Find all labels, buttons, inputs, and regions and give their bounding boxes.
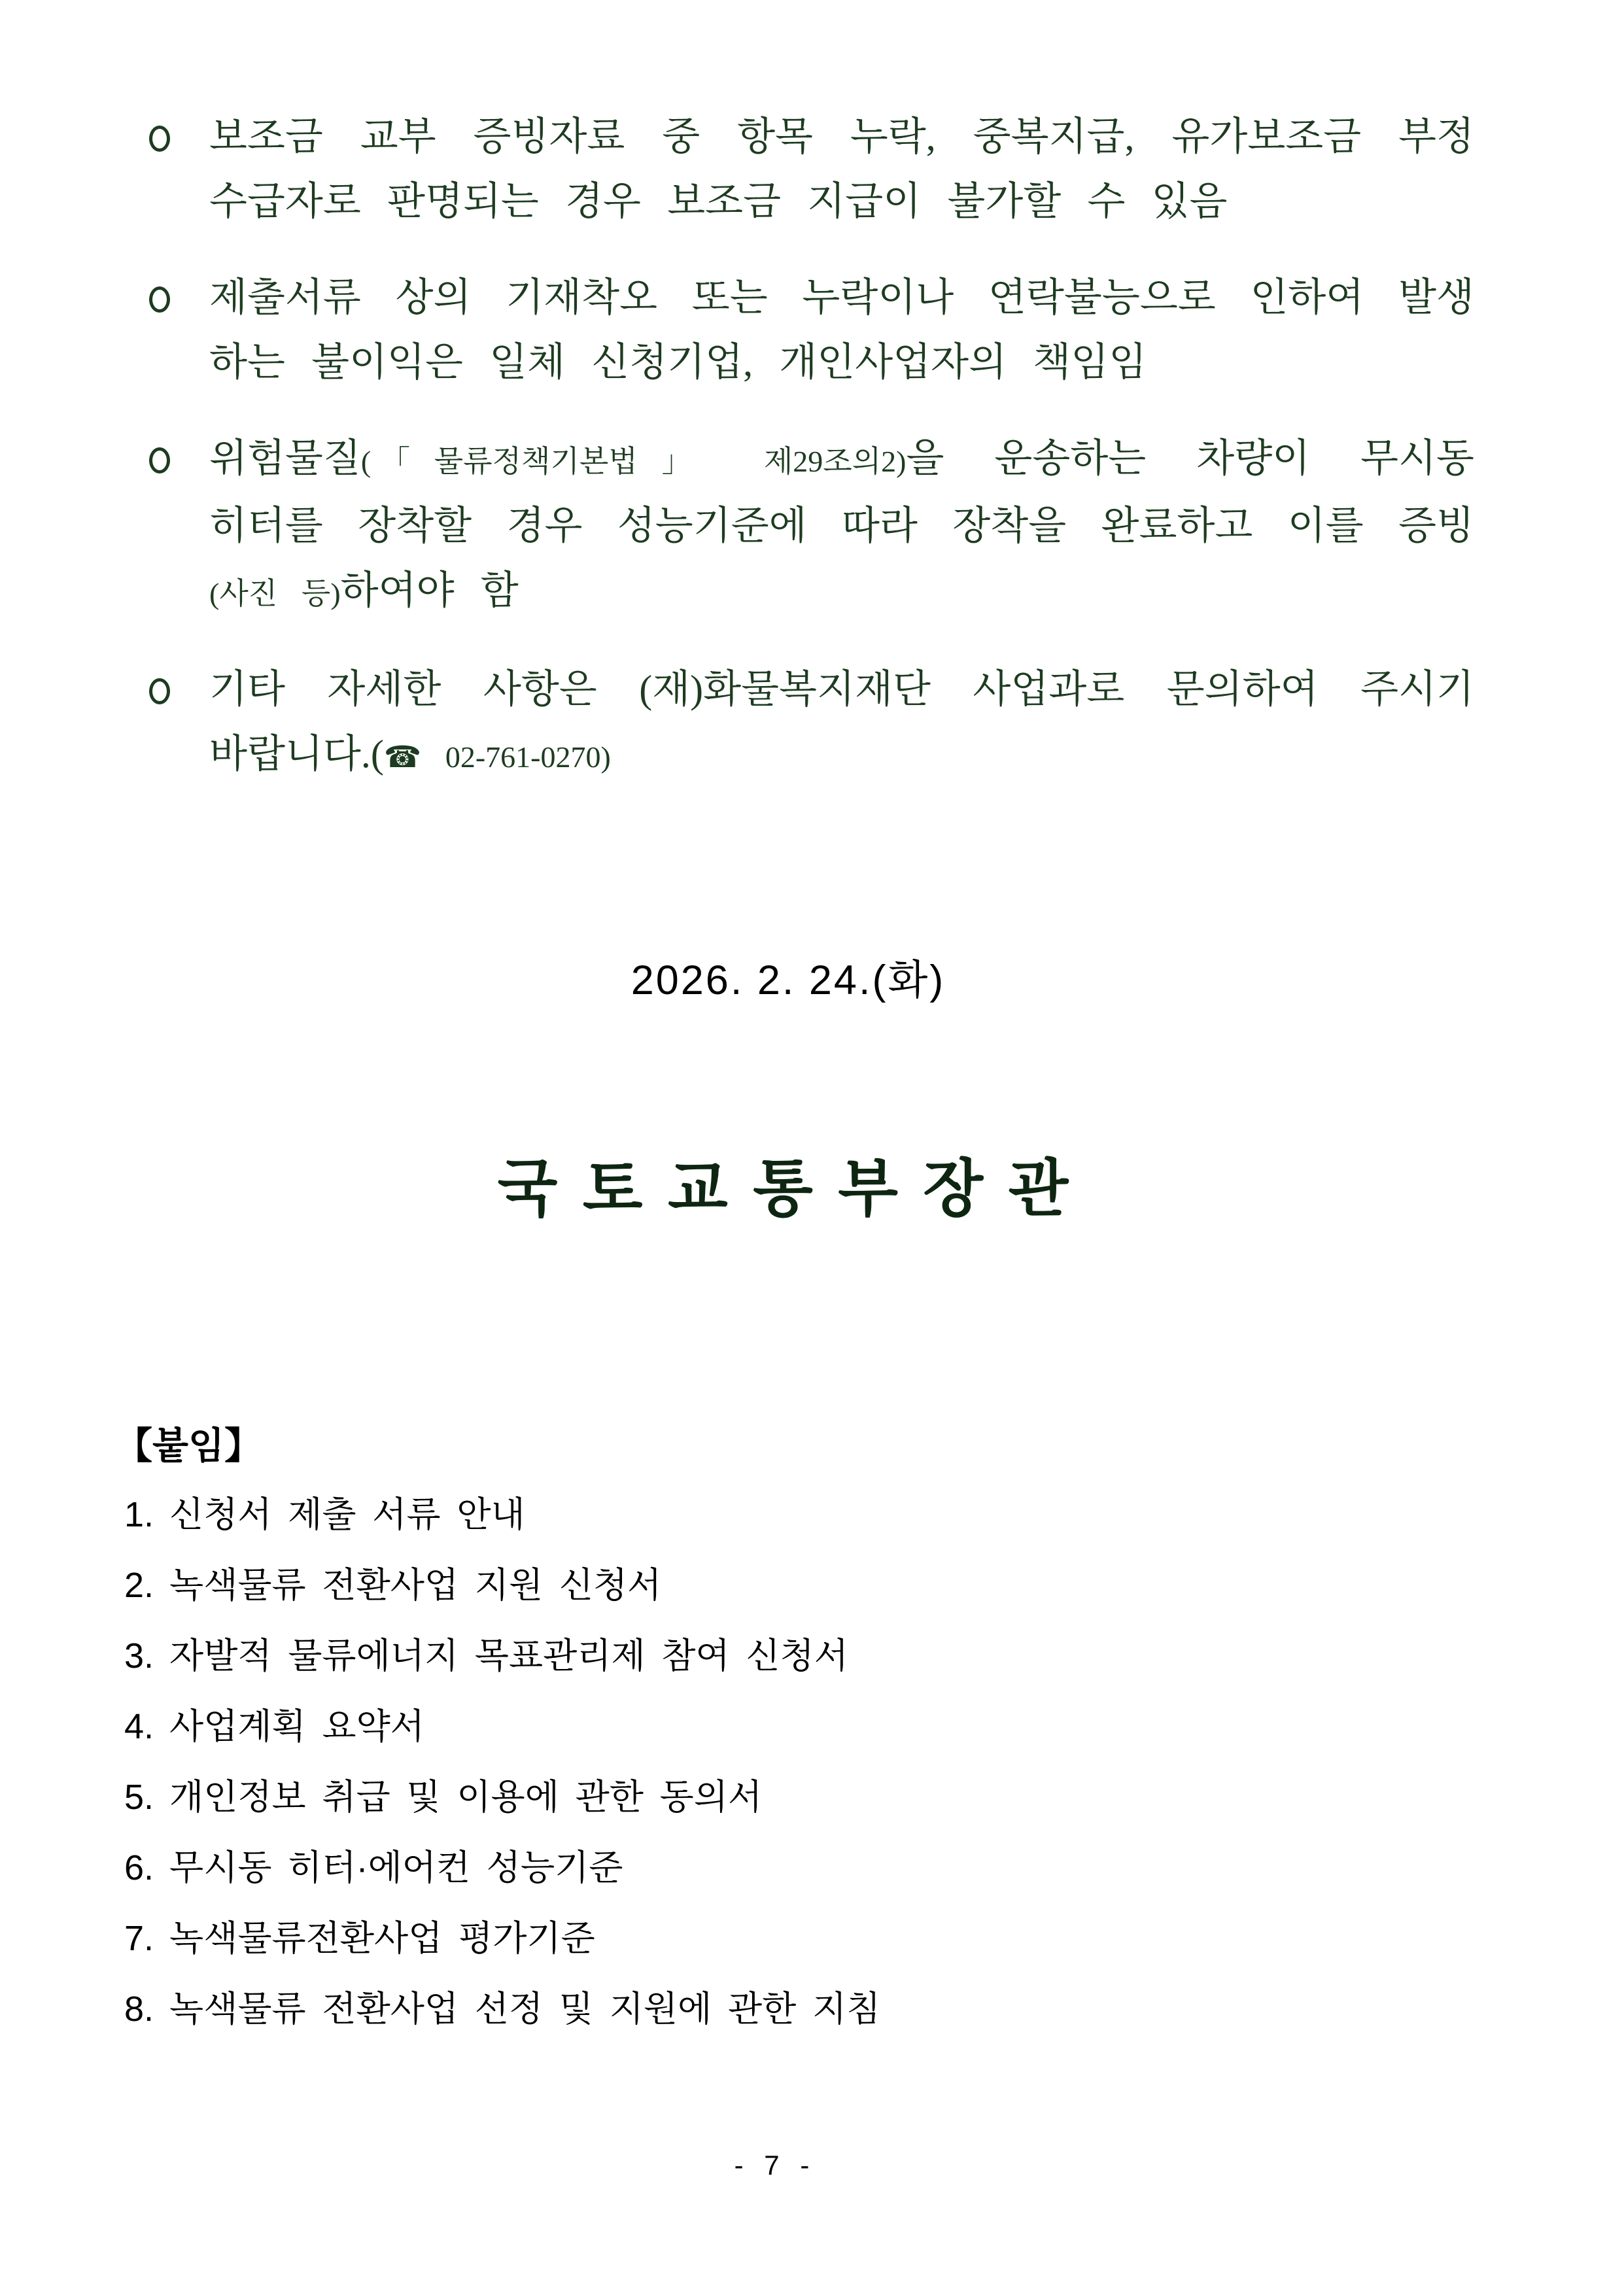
attachment-item-number: 1.: [124, 1495, 154, 1534]
attachment-item: [124, 1638, 1358, 1674]
bullet-text: [209, 657, 1474, 789]
attachment-item-label: 녹색물류 전환사업 선정 및 지원에 관한 지침: [169, 1989, 881, 2029]
bullet-line: [209, 559, 1474, 626]
bullet-marker-column: [149, 426, 209, 477]
attachments-list: [115, 1496, 1358, 2027]
phone-icon: ☎: [383, 739, 422, 774]
attachment-item: [124, 1567, 1358, 1604]
text-segment: 02-761-0270): [421, 740, 611, 774]
attachment-item: [124, 1779, 1358, 1816]
bullet-line: [209, 426, 1474, 494]
text-segment: 하는 불이익은 일체 신청기업, 개인사업자의 책임임: [209, 341, 1147, 384]
attachment-item-number: 8.: [124, 1989, 154, 2029]
text-segment: 기타 자세한 사항은 (재)화물복지재단 사업과로 문의하여 주시기: [209, 668, 1474, 711]
attachment-item: [124, 1850, 1358, 1886]
bullet-line: [209, 494, 1474, 559]
minister-signature-title: 국 토 교 통 부 장 관: [497, 1154, 1073, 1224]
issue-date: 2026. 2. 24.(화): [631, 957, 946, 1003]
notice-bullet-list: [149, 105, 1474, 821]
hangul-circle-bullet-icon: [149, 678, 170, 704]
text-segment: 을 운송하는 차량이 무시동: [906, 437, 1474, 480]
bullet-line: [209, 722, 1474, 789]
text-segment: (「물류정책기본법」 제29조의2): [360, 445, 907, 478]
attachment-item-number: 4.: [124, 1707, 154, 1746]
bullet-item: [149, 426, 1474, 626]
attachment-item-label: 무시동 히터·에어컨 성능기준: [169, 1848, 623, 1887]
attachment-item-number: 5.: [124, 1778, 154, 1817]
attachment-item-label: 사업계획 요약서: [169, 1707, 424, 1746]
text-segment: (사진 등): [209, 577, 341, 610]
text-segment: 보조금 교부 증빙자료 중 항목 누락, 중복지급, 유가보조금 부정: [209, 115, 1474, 158]
bullet-line: [209, 266, 1474, 330]
attachment-item-label: 녹색물류전환사업 평가기준: [169, 1919, 595, 1958]
bullet-text: [209, 266, 1474, 395]
hangul-circle-bullet-icon: [149, 126, 170, 152]
bullet-item: [149, 657, 1474, 789]
attachments-header: 【붙임】: [115, 1425, 262, 1467]
page-number: - 7 -: [734, 2150, 816, 2180]
attachment-item-number: 2.: [124, 1566, 154, 1605]
bullet-marker-column: [149, 657, 209, 708]
text-segment: 제출서류 상의 기재착오 또는 누락이나 연락불능으로 인하여 발생: [209, 276, 1474, 319]
hangul-circle-bullet-icon: [149, 447, 170, 473]
bullet-line: [209, 105, 1474, 169]
attachment-item-label: 신청서 제출 서류 안내: [169, 1495, 525, 1534]
bullet-marker-column: [149, 105, 209, 155]
text-segment: 히터를 장착할 경우 성능기준에 따라 장착을 완료하고 이를 증빙: [209, 504, 1474, 547]
attachment-item-number: 7.: [124, 1919, 154, 1958]
bullet-item: [149, 105, 1474, 234]
text-segment: 바랍니다.(: [209, 732, 384, 776]
attachment-item-number: 6.: [124, 1848, 154, 1887]
text-segment: 위험물질: [209, 437, 361, 480]
hangul-circle-bullet-icon: [149, 286, 170, 313]
bullet-line: [209, 330, 1474, 395]
attachments-section: [115, 1426, 1358, 2061]
text-segment: 하여야 함: [340, 569, 519, 612]
bullet-line: [209, 169, 1474, 234]
attachment-item-label: 개인정보 취급 및 이용에 관한 동의서: [169, 1778, 763, 1817]
bullet-text: [209, 105, 1474, 234]
bullet-line: [209, 657, 1474, 722]
attachment-item-label: 자발적 물류에너지 목표관리제 참여 신청서: [169, 1636, 848, 1676]
bullet-marker-column: [149, 266, 209, 316]
attachment-item: [124, 1496, 1358, 1533]
bullet-item: [149, 266, 1474, 395]
attachment-item-number: 3.: [124, 1636, 154, 1676]
attachment-item: [124, 1991, 1358, 2027]
attachment-item: [124, 1708, 1358, 1745]
bullet-text: [209, 426, 1474, 626]
attachment-item: [124, 1920, 1358, 1957]
text-segment: 수급자로 판명되는 경우 보조금 지급이 불가할 수 있음: [209, 180, 1228, 223]
attachment-item-label: 녹색물류 전환사업 지원 신청서: [169, 1566, 662, 1605]
